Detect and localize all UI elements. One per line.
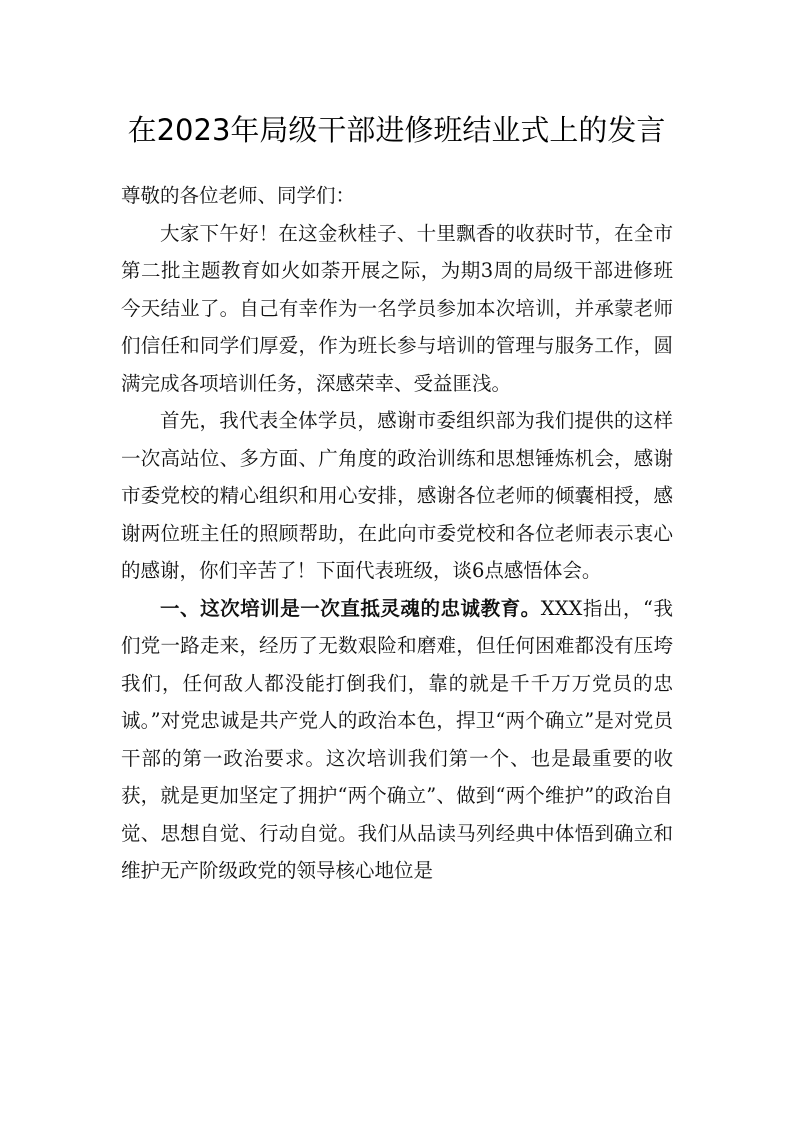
section-heading: 一、这次培训是一次直抵灵魂的忠诚教育。 xyxy=(160,596,541,620)
paragraph-thanks: 首先，我代表全体学员，感谢市委组织部为我们提供的这样一次高站位、多方面、广角度的政治训练和思想锤炼机会，感谢市委党校的精心组织和用心安排，感谢各位老师的倾囊相授，感谢两位班主任的照顾帮助，在此向市委党校和各位老师表示衷心的感谢，你们辛苦了！下面代表班级，谈6点感悟体会。 xyxy=(121,409,673,582)
document-body xyxy=(121,177,673,890)
paragraph-greeting: 大家下午好！在这金秋桂子、十里飘香的收获时节，在全市第二批主题教育如火如荼开展之际，为期3周的局级干部进修班今天结业了。自己有幸作为一名学员参加本次培训，并承蒙老师们信任和同学们厚爱，作为班长参与培训的管理与服务工作，圆满完成各项培训任务，深感荣幸、受益匪浅。 xyxy=(121,221,673,395)
section-text: XXX指出，“我们党一路走来，经历了无数艰险和磨难，但任何困难都没有压垮我们，任何敌人都没能打倒我们，靠的就是千千万万党员的忠诚。”对党忠诚是共产党人的政治本色，捍卫“两个确立”是对党员干部的第一政治要求。这次培训我们第一个、也是最重要的收获，就是更加坚定了拥护“两个确立”、做到“两个维护”的政治自觉、思想自觉、行动自觉。我们从品读马列经典中体悟到确立和维护无产阶级政党的领导核心地位是 xyxy=(121,596,673,882)
salutation: 尊敬的各位老师、同学们： xyxy=(121,184,356,207)
paragraph-section-1 xyxy=(121,590,673,890)
document-title: 在2023年局级干部进修班结业式上的发言 xyxy=(127,113,666,147)
